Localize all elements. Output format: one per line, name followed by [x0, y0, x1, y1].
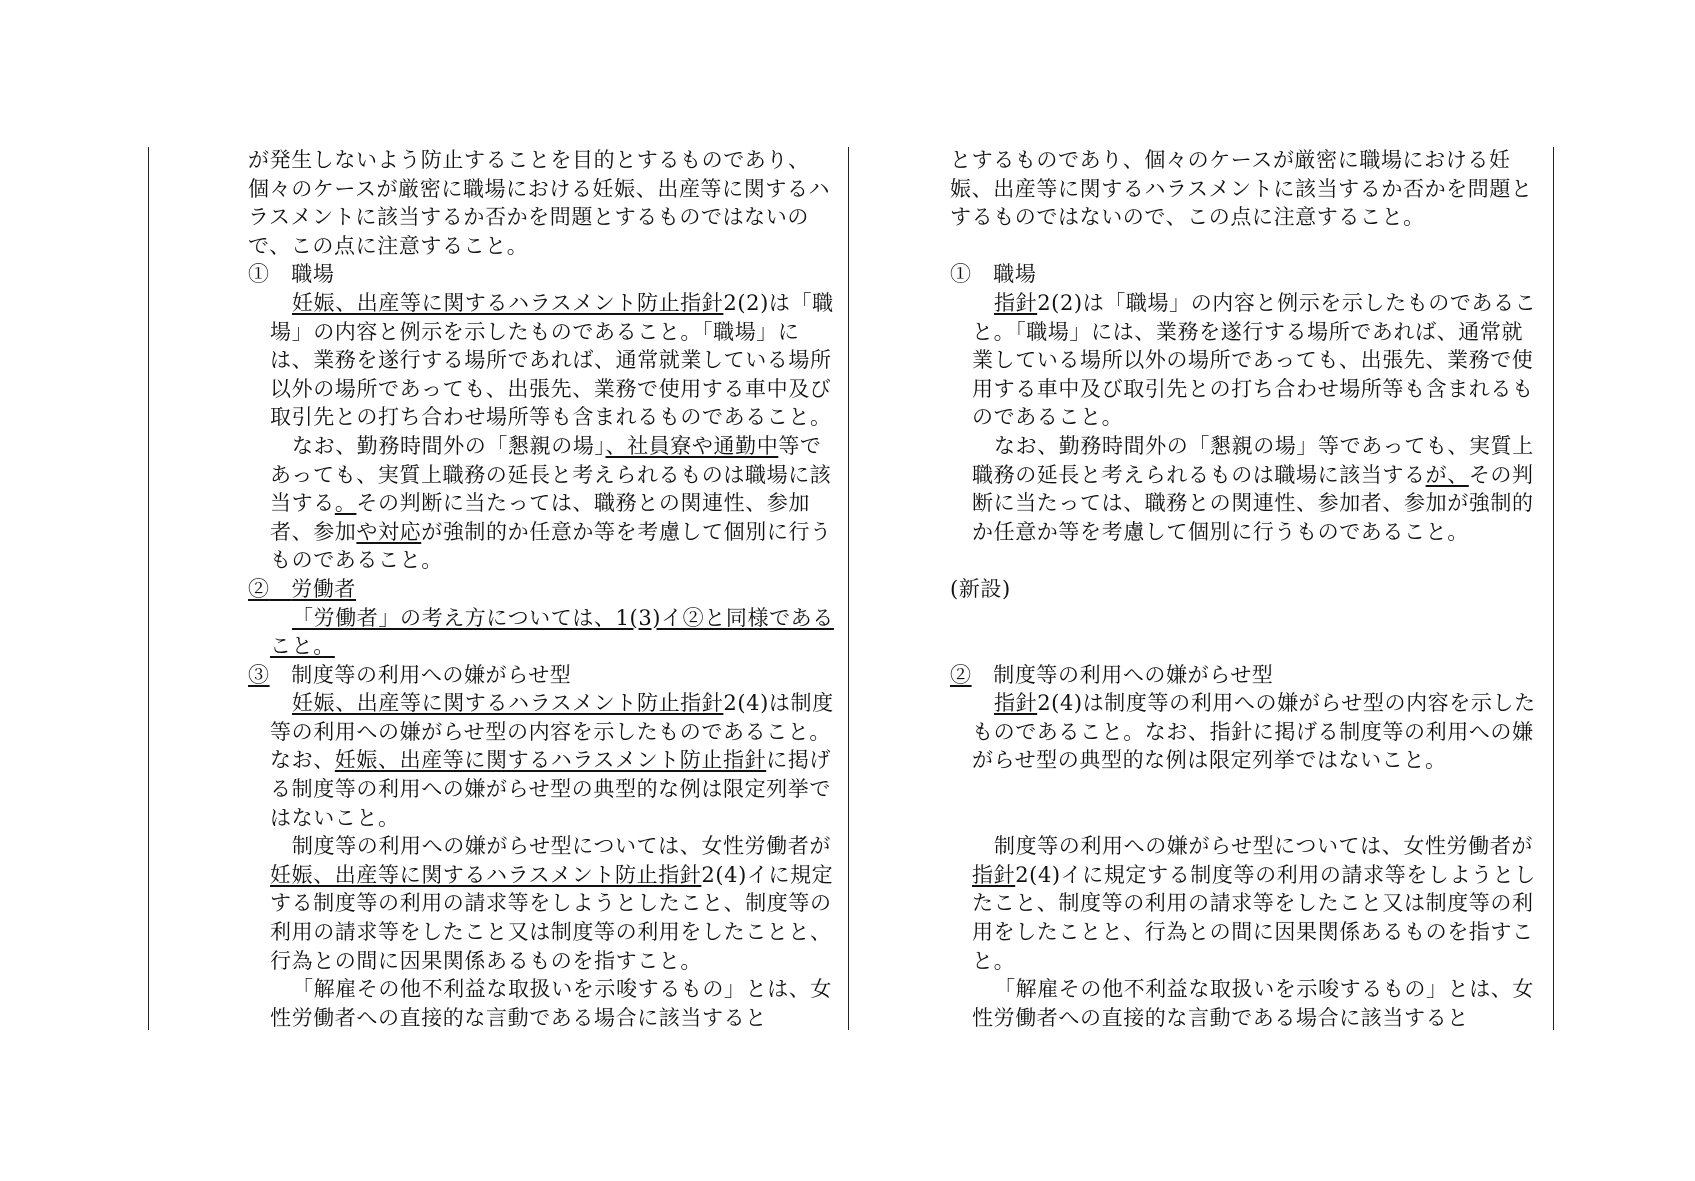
- heading-title: 職場: [993, 262, 1037, 287]
- guideline-ref: 指針: [994, 290, 1038, 315]
- rule-left-outer: [148, 147, 149, 1030]
- workplace-paragraph: 妊娠、出産等に関するハラスメント防止指針2(2)は「職場」の内容と例示を示したものであること。「職場」には、業務を遂行する場所であれば、通常就業している場所以外の場所であっても、出張先、業務で使用する車中及び取引先との打ち合わせ場所等も含まれるものであること。: [270, 290, 834, 430]
- heading-title: 職場: [291, 262, 335, 287]
- heading-number: ①: [248, 262, 270, 287]
- system-use-causality-paragraph: 制度等の利用への嫌がらせ型については、女性労働者が妊娠、出産等に関するハラスメント防止指針2(4)イに規定する制度等の利用の請求等をしようとしたこと、制度等の利用の請求等をしたこと又は制度等の利用をしたことと、行為との間に因果関係あるものを指すこと。: [270, 834, 834, 973]
- new-provision-label: (新設): [950, 576, 1011, 601]
- dismissal-paragraph: 「解雇その他不利益な取扱いを示唆するもの」とは、女性労働者への直接的な言動である場合に該当すると: [270, 977, 832, 1030]
- heading-title: 労働者: [291, 576, 357, 601]
- dismissal-paragraph: 「解雇その他不利益な取扱いを示唆するもの」とは、女性労働者への直接的な言動である場合に該当すると: [972, 977, 1534, 1030]
- guideline-ref: 妊娠、出産等に関するハラスメント防止指針: [292, 290, 724, 315]
- workplace-paragraph: 指針2(2)は「職場」の内容と例示を示したものであること。「職場」には、業務を遂行する場所であれば、通常就業している場所以外の場所であっても、出張先、業務で使用する車中及び取引先との打ち合わせ場所等も含まれるものであること。: [972, 290, 1537, 430]
- heading-worker: [248, 575, 840, 604]
- heading-number: ②: [248, 576, 270, 601]
- heading-system-use-harassment: [248, 661, 840, 690]
- intro-paragraph: とするものであり、個々のケースが厳密に職場における妊娠、出産等に関するハラスメントに該当するか否かを問題とするものではないので、この点に注意すること。: [950, 148, 1533, 230]
- intro-paragraph: が発生しないよう防止することを目的とするものであり、個々のケースが厳密に職場における妊娠、出産等に関するハラスメントに該当するか否かを問題とするものではないので、この点に注意すること。: [248, 148, 831, 258]
- heading-workplace: [248, 260, 840, 289]
- current-column: [950, 146, 1542, 1032]
- heading-number: ③: [248, 662, 270, 687]
- system-use-causality-paragraph: 制度等の利用への嫌がらせ型については、女性労働者が指針2(4)イに規定する制度等の利用の請求等をしようとしたこと、制度等の利用の請求等をしたこと又は制度等の利用をしたことと、行為との間に因果関係あるものを指すこと。: [972, 834, 1536, 973]
- heading-title: 制度等の利用への嫌がらせ型: [291, 662, 572, 687]
- workplace-note-paragraph: なお、勤務時間外の「懇親の場」、社員寮や通勤中等であっても、実質上職務の延長と考えられるものは職場に該当する。その判断に当たっては、職務との関連性、参加者、参加や対応が強制的か任意か等を考慮して個別に行うものであること。: [270, 433, 832, 573]
- worker-paragraph: 「労働者」の考え方については、1(3)イ②と同様であること。: [270, 605, 834, 659]
- system-use-paragraph: 指針2(4)は制度等の利用への嫌がらせ型の内容を示したものであること。なお、指針に掲げる制度等の利用への嫌がらせ型の典型的な例は限定列挙ではないこと。: [972, 691, 1536, 773]
- heading-title: 制度等の利用への嫌がらせ型: [993, 662, 1274, 687]
- rule-right-outer: [1553, 147, 1554, 1030]
- heading-workplace: [950, 260, 1542, 289]
- heading-number: ②: [950, 662, 972, 687]
- revised-column: [248, 146, 840, 1032]
- rule-middle: [848, 147, 849, 1030]
- heading-number: ①: [950, 262, 972, 287]
- system-use-paragraph: 妊娠、出産等に関するハラスメント防止指針2(4)は制度等の利用への嫌がらせ型の内容を示したものであること。なお、妊娠、出産等に関するハラスメント防止指針に掲げる制度等の利用への嫌がらせ型の典型的な例は限定列挙ではないこと。: [270, 691, 834, 830]
- heading-system-use-harassment: [950, 661, 1542, 690]
- workplace-note-paragraph: なお、勤務時間外の「懇親の場」等であっても、実質上職務の延長と考えられるものは職場に該当するが、その判断に当たっては、職務との関連性、参加者、参加が強制的か任意か等を考慮して個別に行うものであること。: [972, 433, 1534, 544]
